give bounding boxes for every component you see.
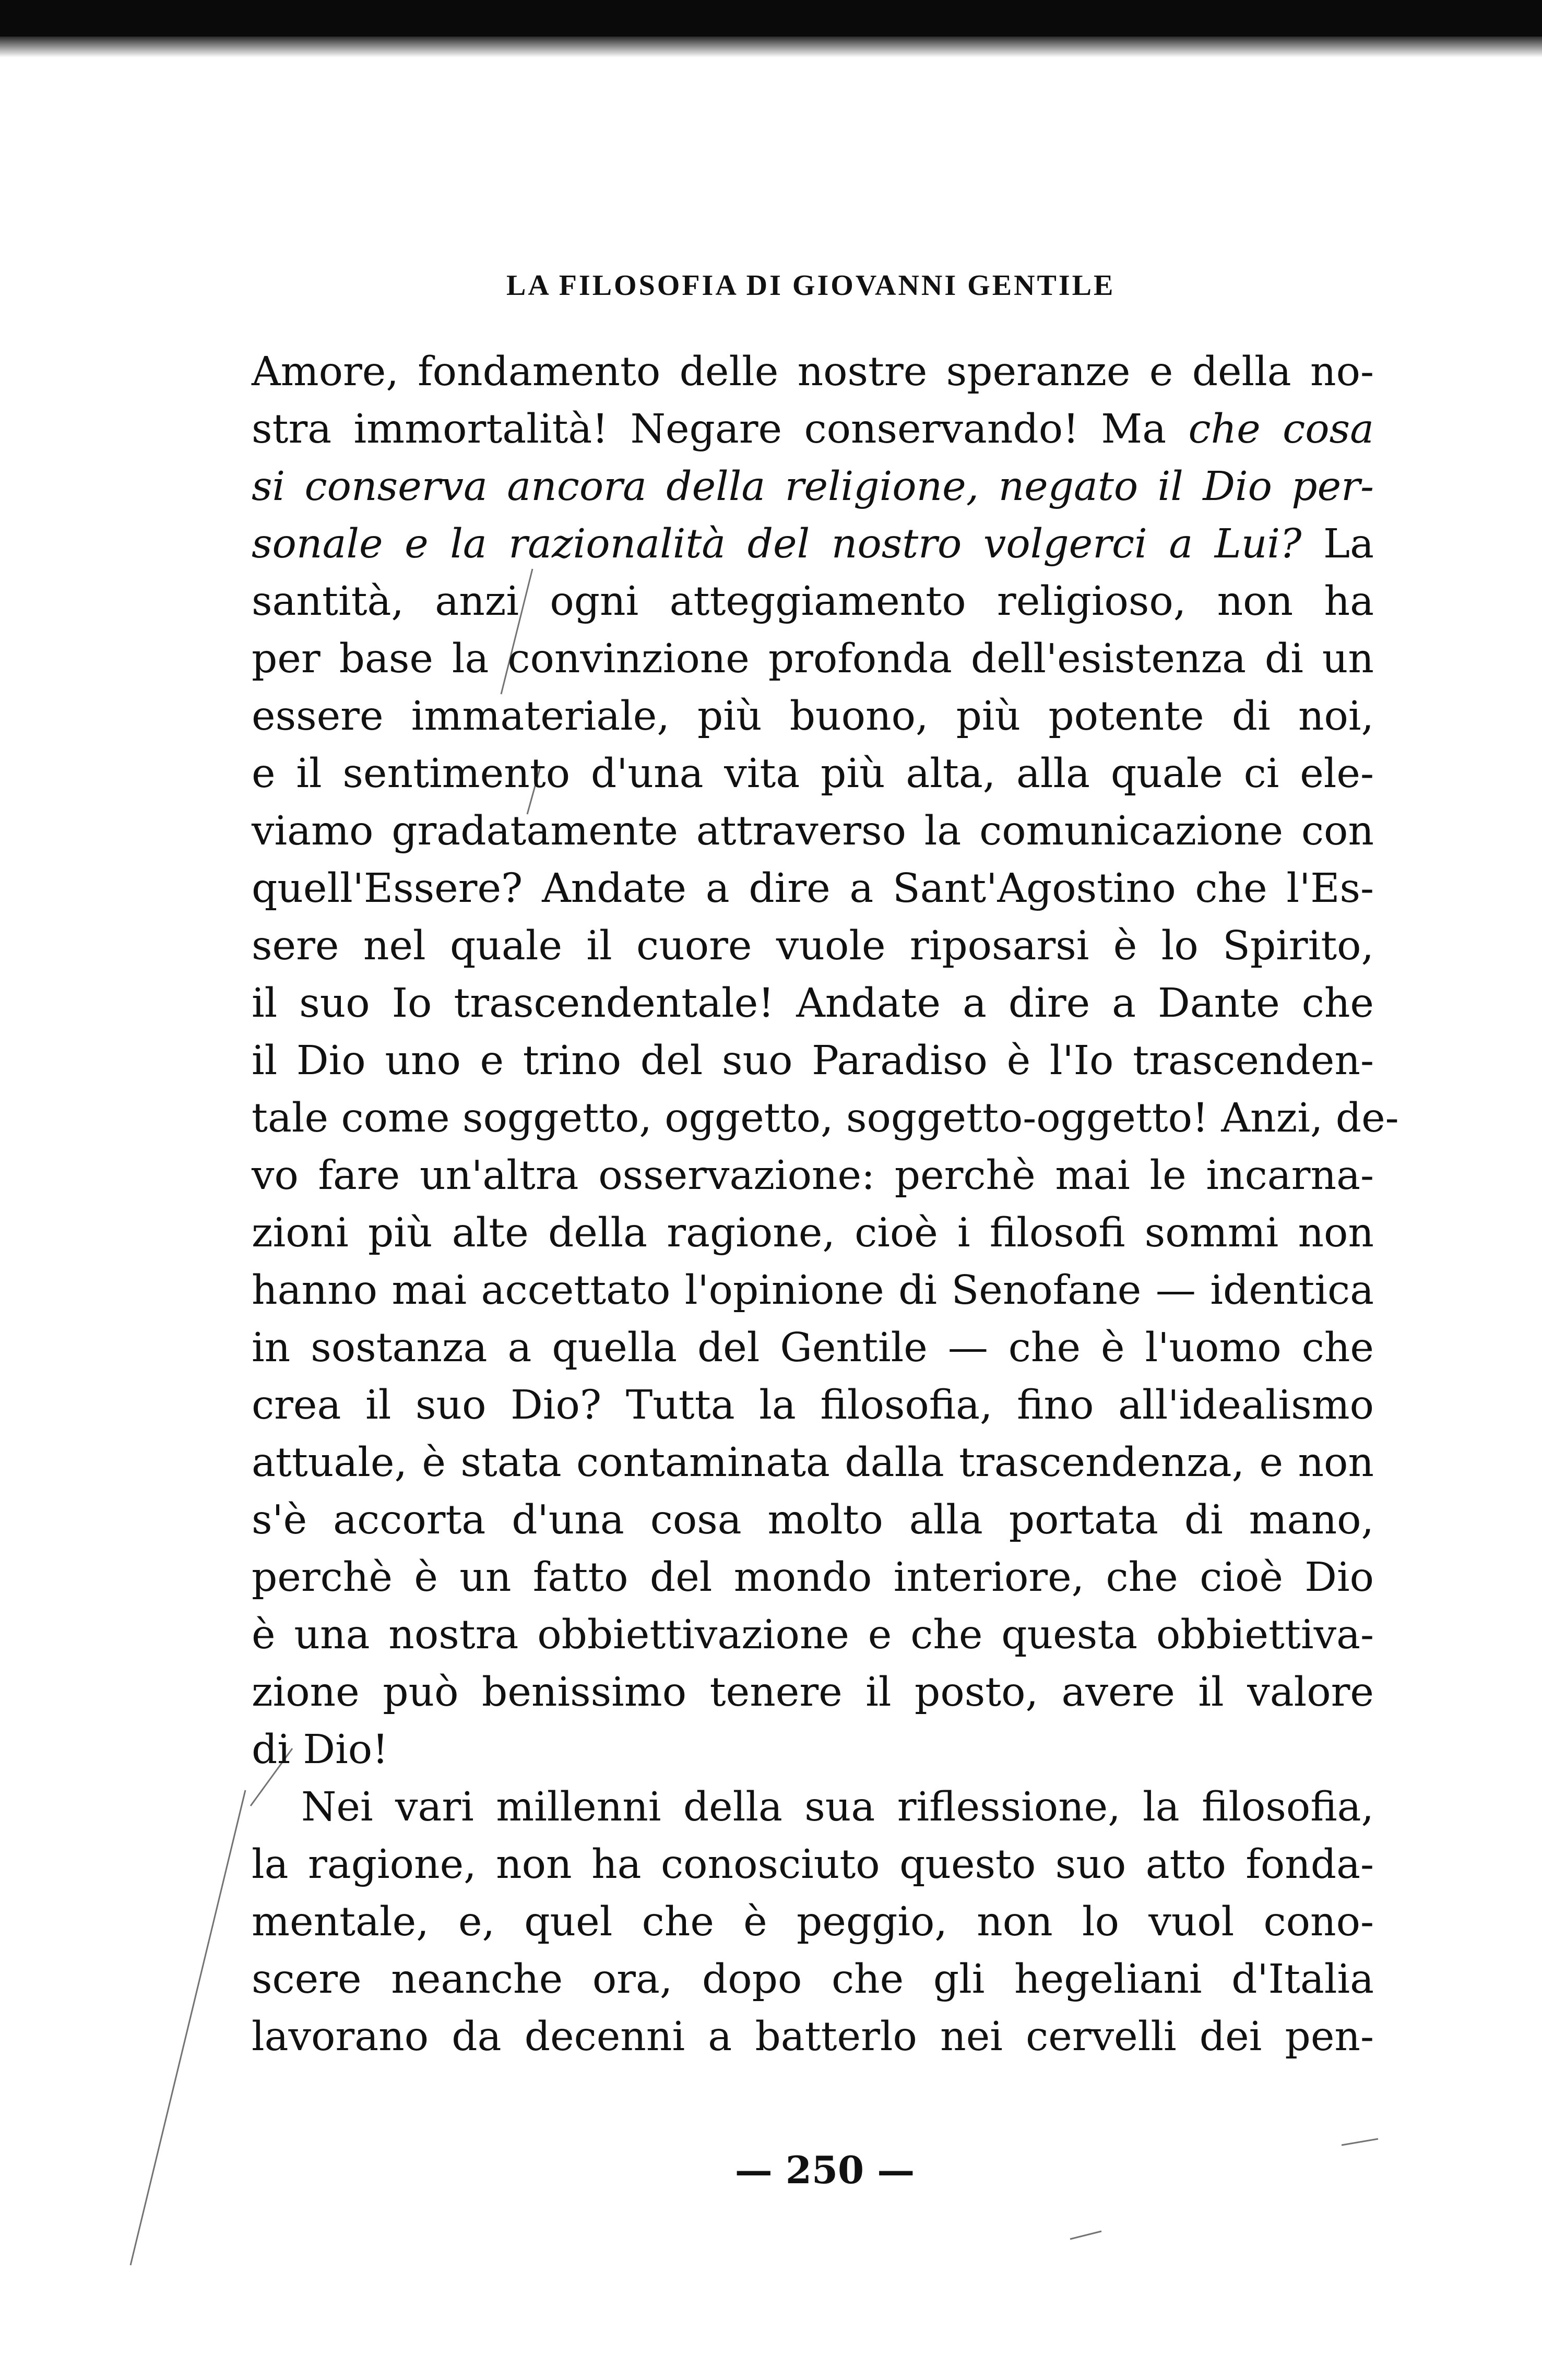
text-line: Nei vari millenni della sua riflessione, la filosofia,: [301, 1784, 1374, 1830]
text-line: la ragione, non ha conosciuto questo suo atto fonda-: [252, 1841, 1374, 1888]
text-line: il suo Io trascendentale! Andate a dire a Dante che: [252, 980, 1374, 1027]
text-line: Amore, fondamento delle nostre speranze e della no-: [252, 349, 1374, 395]
text-line: sonale e la razionalità del nostro volgerci a Lui? La: [252, 521, 1374, 567]
text-line: di Dio!: [252, 1727, 389, 1773]
pencil-stroke: [131, 1790, 245, 2265]
text-line: mentale, e, quel che è peggio, non lo vuol cono-: [252, 1899, 1374, 1945]
body-text: [252, 343, 1399, 2066]
text-line: lavorano da decenni a batterlo nei cervelli dei pen-: [252, 2014, 1374, 2060]
paragraph: [252, 343, 1399, 1779]
text-line: vo fare un'altra osservazione: perchè mai le incarna-: [252, 1152, 1374, 1199]
text-line: zioni più alte della ragione, cioè i filosofi sommi non: [252, 1210, 1374, 1256]
text-line: si conserva ancora della religione, negato il Dio per-: [252, 463, 1374, 510]
pencil-stroke: [1342, 2139, 1378, 2145]
text-line: scere neanche ora, dopo che gli hegeliani d'Italia: [252, 1956, 1374, 2003]
text-line: viamo gradatamente attraverso la comunicazione con: [252, 808, 1374, 854]
text-line: per base la convinzione profonda dell'esistenza di un: [252, 636, 1374, 682]
text-line: tale come soggetto, oggetto, soggetto-oggetto! Anzi, de-: [252, 1095, 1399, 1141]
text-line: essere immateriale, più buono, più potente di noi,: [252, 693, 1374, 740]
text-line: attuale, è stata contaminata dalla trascendenza, e non: [252, 1439, 1374, 1486]
text-line: santità, anzi ogni atteggiamento religioso, non ha: [252, 578, 1374, 625]
text-line: in sostanza a quella del Gentile — che è l'uomo che: [252, 1325, 1374, 1371]
page-number: — 250 —: [734, 2148, 915, 2192]
text-line: sere nel quale il cuore vuole riposarsi è lo Spirito,: [252, 923, 1374, 969]
paragraph: [252, 1779, 1374, 2066]
text-line: crea il suo Dio? Tutta la filosofia, fino all'idealismo: [252, 1382, 1374, 1429]
text-line: zione può benissimo tenere il posto, avere il valore: [252, 1669, 1374, 1716]
text-line: s'è accorta d'una cosa molto alla portata di mano,: [252, 1497, 1374, 1543]
text-line: stra immortalità! Negare conservando! Ma che cosa: [252, 406, 1374, 453]
pencil-stroke: [1070, 2231, 1101, 2239]
text-line: hanno mai accettato l'opinione di Senofane — identica: [252, 1267, 1374, 1314]
text-line: quell'Essere? Andate a dire a Sant'Agostino che l'Es-: [252, 865, 1374, 912]
text-line: perchè è un fatto del mondo interiore, che cioè Dio: [252, 1554, 1374, 1601]
running-head: LA FILOSOFIA DI GIOVANNI GENTILE: [506, 269, 1116, 302]
text-line: e il sentimento d'una vita più alta, alla quale ci ele-: [252, 751, 1374, 797]
text-line: è una nostra obbiettivazione e che questa obbiettiva-: [252, 1612, 1374, 1658]
text-line: il Dio uno e trino del suo Paradiso è l'Io trascenden-: [252, 1038, 1374, 1084]
